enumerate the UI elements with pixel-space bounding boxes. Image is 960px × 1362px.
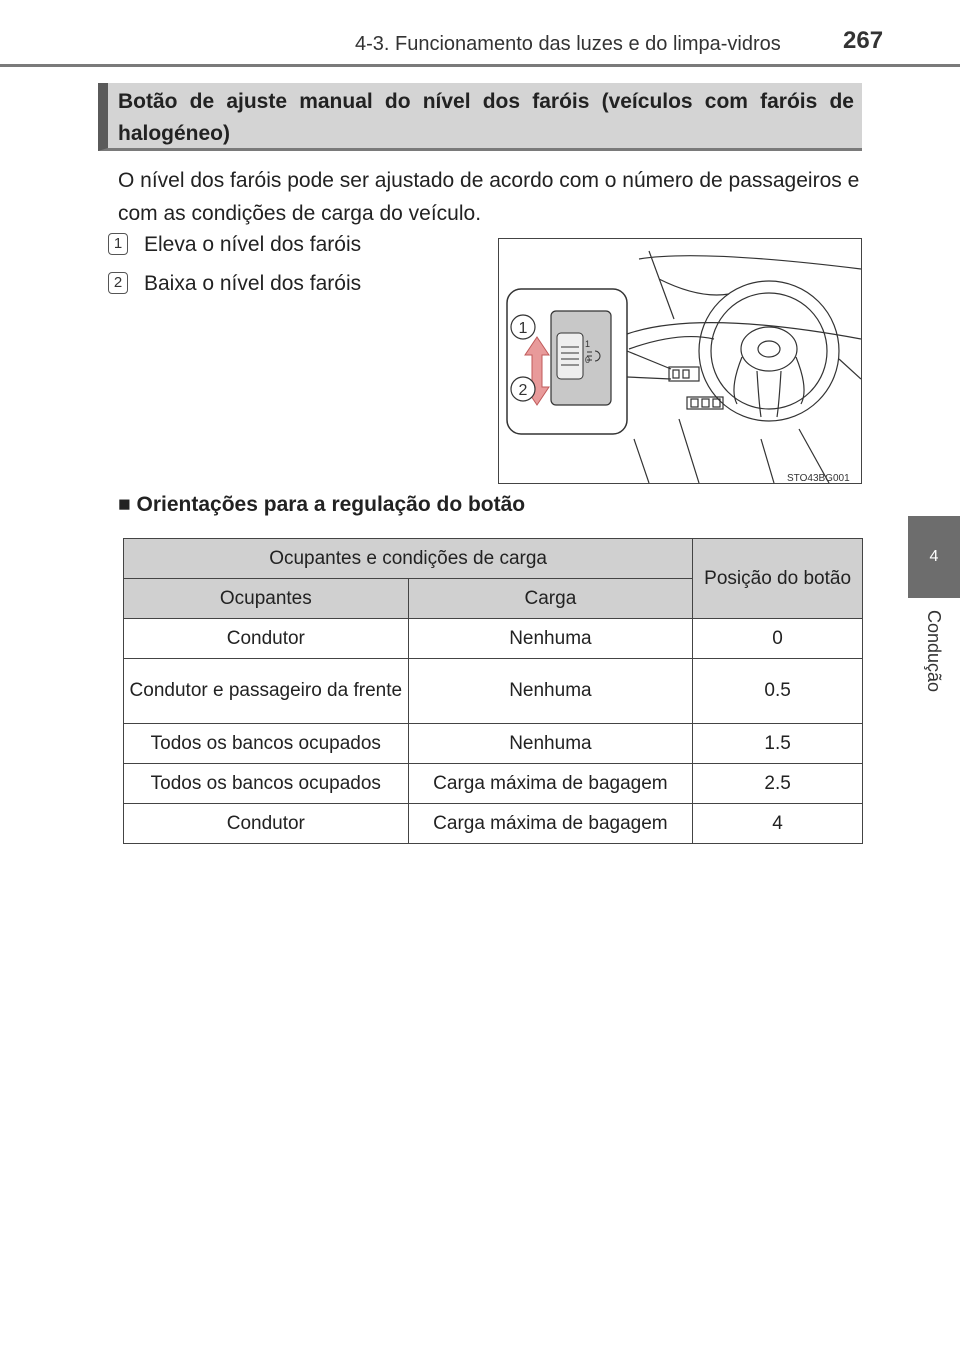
cell-position: 1.5 <box>693 724 863 764</box>
chapter-tab: 4 <box>908 516 960 598</box>
dashboard-drawing <box>499 239 861 483</box>
cell-position: 0 <box>693 619 863 659</box>
occupants-header: Ocupantes <box>124 579 409 619</box>
cell-occupants: Condutor <box>124 804 409 844</box>
cell-load: Carga máxima de bagagem <box>408 764 693 804</box>
group-header: Ocupantes e condições de carga <box>124 539 693 579</box>
cell-load: Nenhuma <box>408 659 693 724</box>
cell-occupants: Todos os bancos ocupados <box>124 764 409 804</box>
item-text: Baixa o nível dos faróis <box>144 272 362 295</box>
cell-position: 4 <box>693 804 863 844</box>
table-row <box>124 619 863 659</box>
cell-occupants: Condutor <box>124 619 409 659</box>
table-row <box>124 804 863 844</box>
table-row <box>124 724 863 764</box>
table-row <box>124 764 863 804</box>
cell-load: Carga máxima de bagagem <box>408 804 693 844</box>
position-header: Posição do botão <box>693 539 863 619</box>
load-header: Carga <box>408 579 693 619</box>
cell-load: Nenhuma <box>408 619 693 659</box>
switch-mark-0: 0 <box>585 355 591 365</box>
cell-position: 2.5 <box>693 764 863 804</box>
adjustment-table <box>123 538 863 844</box>
item-number-badge: 1 <box>108 233 128 255</box>
callout-number-2: 2 <box>518 382 528 399</box>
chapter-label-container <box>908 610 960 710</box>
callout-number-1: 1 <box>518 320 528 337</box>
switch-mark-1: 1 <box>585 339 591 349</box>
chapter-label: Condução <box>924 610 944 693</box>
table-row <box>124 659 863 724</box>
item-text: Eleva o nível dos faróis <box>144 233 362 256</box>
section-title: Botão de ajuste manual do nível dos faróis (veículos com faróis de halogéneo) <box>118 90 854 145</box>
cell-occupants: Condutor e passageiro da frente <box>124 659 409 724</box>
cell-occupants: Todos os bancos ocupados <box>124 724 409 764</box>
dashboard-illustration <box>498 238 862 484</box>
header-section-title: 4-3. Funcionamento das luzes e do limpa-vidros <box>355 33 781 55</box>
figure-code: STO43BG001 <box>787 473 850 484</box>
page-number: 267 <box>843 27 884 54</box>
header-divider <box>0 64 960 67</box>
intro-paragraph: O nível dos faróis pode ser ajustado de acordo com o número de passageiros e com as condições de carga do veículo. <box>118 169 860 225</box>
cell-position: 0.5 <box>693 659 863 724</box>
cell-load: Nenhuma <box>408 724 693 764</box>
item-number-badge: 2 <box>108 272 128 294</box>
table-header-row <box>124 539 863 579</box>
guidelines-heading: ■ Orientações para a regulação do botão <box>118 493 526 516</box>
